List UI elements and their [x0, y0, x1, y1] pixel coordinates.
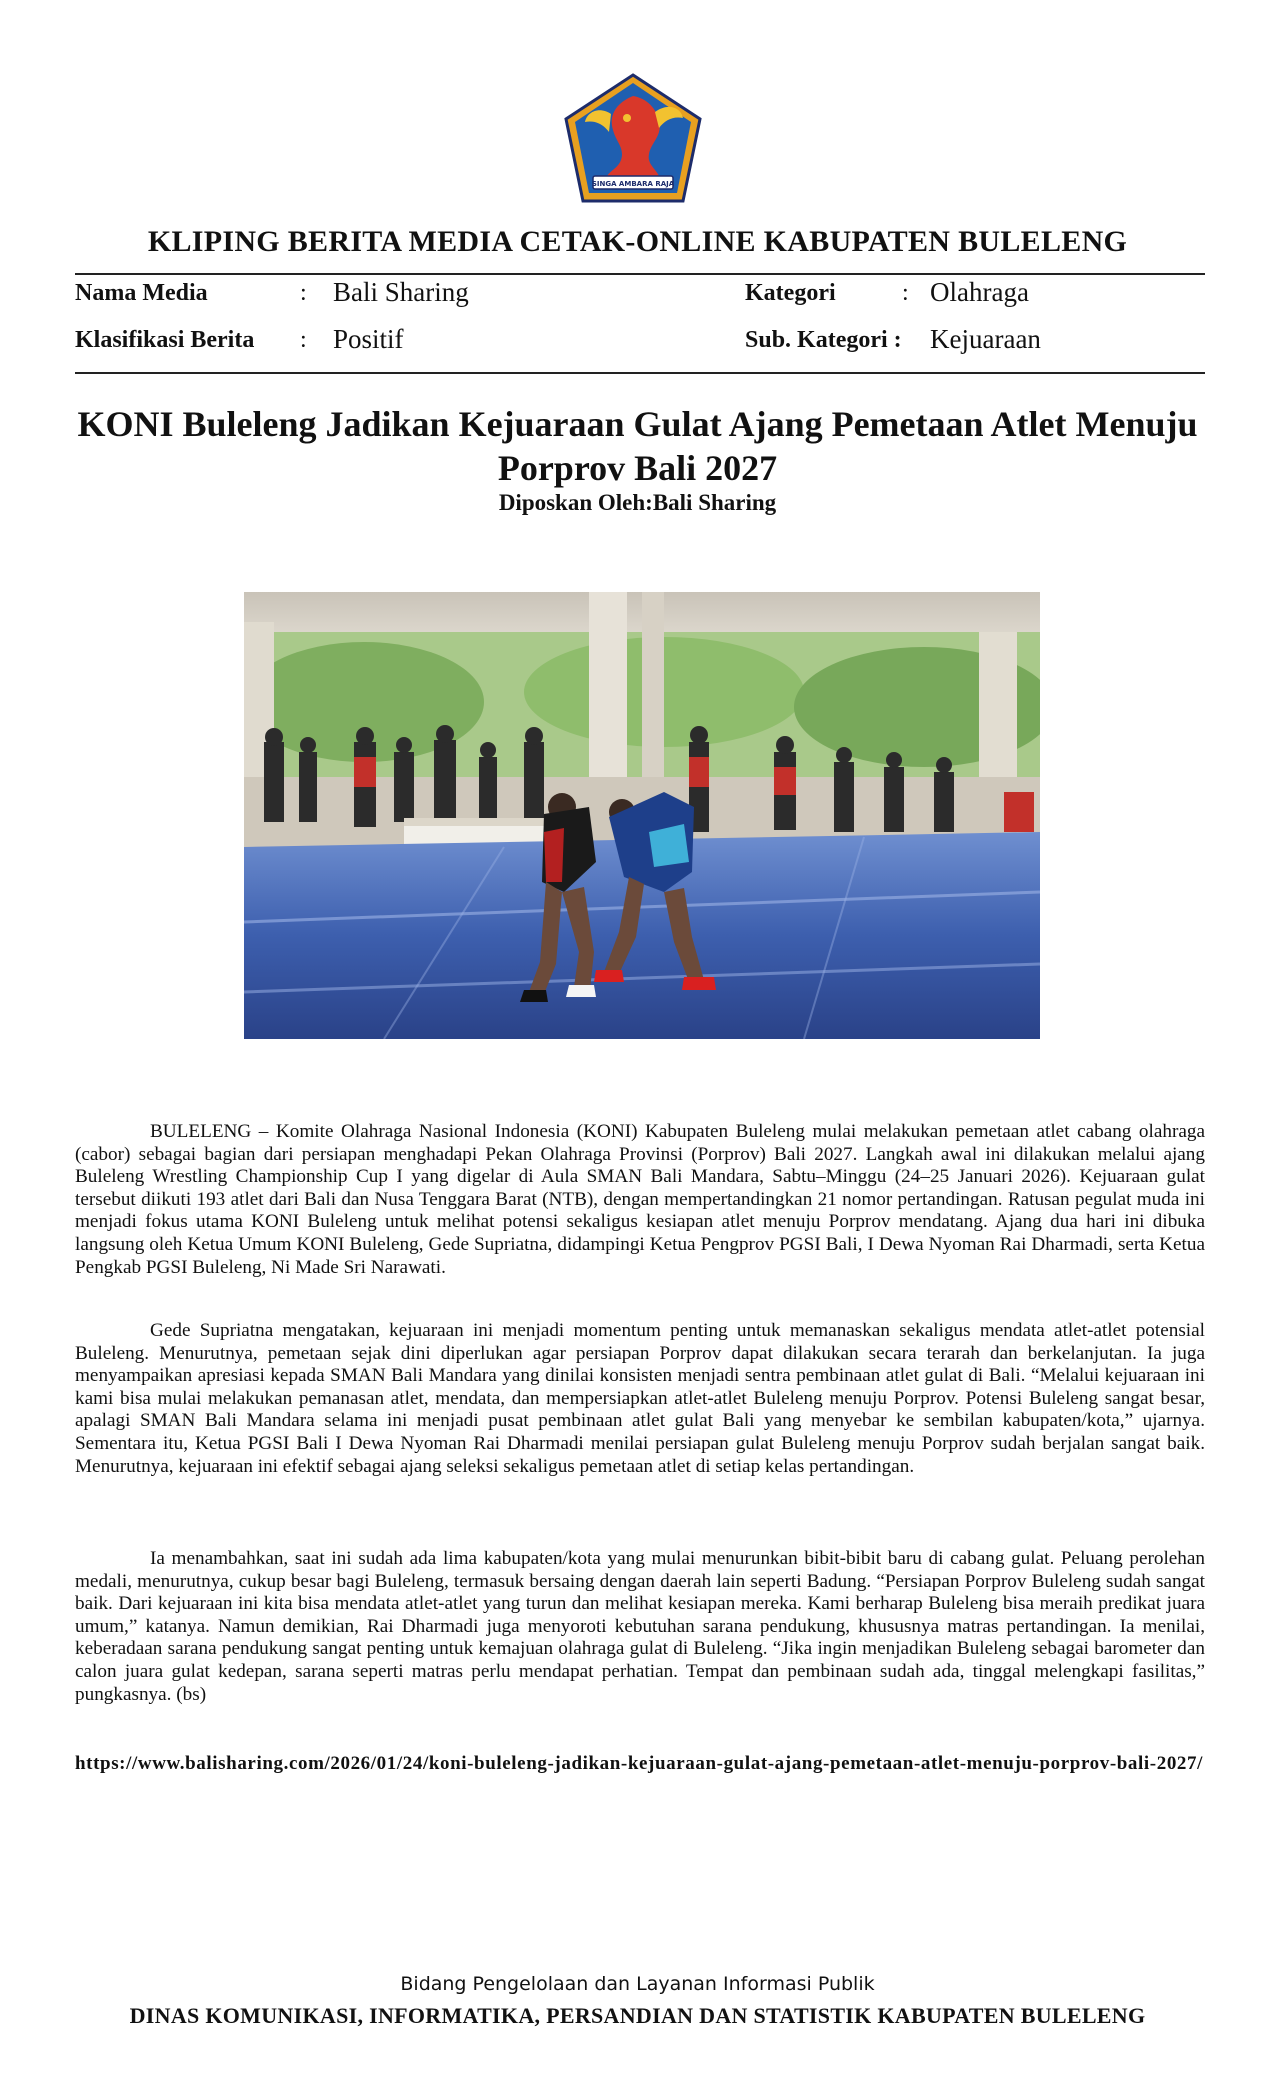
meta-row-media [75, 277, 635, 314]
category-label: Kategori [745, 280, 836, 306]
buleleng-emblem-logo [563, 72, 703, 204]
article-title: KONI Buleleng Jadikan Kejuaraan Gulat Ajang Pemetaan Atlet Menuju Porprov Bali 2027 [77, 404, 1198, 488]
article-photo-wrestling-match [244, 592, 1040, 1039]
meta-row-classification [75, 324, 635, 361]
clipping-header-title: KLIPING BERITA MEDIA CETAK-ONLINE KABUPATEN BULELENG [147, 225, 1128, 258]
subcategory-label: Sub. Kategori : [745, 327, 902, 353]
media-label: Nama Media [75, 280, 208, 306]
logo-motto: SINGA AMBARA RAJA [591, 180, 675, 188]
meta-row-category [745, 277, 1205, 314]
classification-colon: : [300, 327, 307, 353]
subcategory-value: Kejuaraan [930, 324, 1041, 354]
article-paragraph-text: Ia menambahkan, saat ini sudah ada lima kabupaten/kota yang mulai menurunkan bibit-bibit baru di cabang gulat. Peluang perolehan medali, menurutnya, cukup besar bagi Buleleng, termasuk bersaing dengan daerah lain seperti Badung. “Persiapan Porprov Buleleng sudah sangat baik. Dari kejuaraan ini kita bisa mendata atlet-atlet yang turun dan melihat kesiapan mereka. Kami berharap Buleleng bisa meraih predikat juara umum,” katanya. Namun demikian, Rai Dharmadi juga menyoroti kebutuhan sarana pendukung, khususnya matras pertandingan. Ia menilai, keberadaan sarana pendukung sangat penting untuk kemajuan olahraga gulat di Buleleng. “Jika ingin menjadikan Buleleng sebagai barometer dan calon juara gulat kedepan, sarana seperti matras perlu mendapat perhatian. Tempat dan pembinaan sudah ada, tinggal melengkapi fasilitas,” pungkasnya. (bs) [75, 1548, 1205, 1705]
article-paragraph-2 [75, 1320, 1205, 1478]
header-divider-bottom [75, 372, 1205, 374]
meta-row-subcategory [745, 324, 1205, 361]
category-colon: : [902, 280, 909, 306]
header-divider-top [75, 273, 1205, 275]
article-byline: Diposkan Oleh:Bali Sharing [498, 490, 777, 515]
media-value: Bali Sharing [333, 277, 469, 307]
classification-label: Klasifikasi Berita [75, 327, 255, 353]
footer-department: Bidang Pengelolaan dan Layanan Informasi Publik [400, 1973, 875, 1995]
article-paragraph-3 [75, 1548, 1205, 1706]
article-paragraph-text: Gede Supriatna mengatakan, kejuaraan ini menjadi momentum penting untuk memanaskan sekaligus mendata atlet-atlet potensial Buleleng. Menurutnya, pemetaan sejak dini diperlukan agar persiapan Porprov dapat dilakukan secara terarah dan berkelanjutan. Ia juga menyampaikan apresiasi kepada SMAN Bali Mandara yang dinilai konsisten menjadi sentra pembinaan atlet gulat di Bali. “Melalui kejuaraan ini kami bisa mulai melakukan pemanasan atlet, mendata, dan mempersiapkan atlet-atlet Buleleng menuju Porprov. Potensi Buleleng sangat besar, apalagi SMAN Bali Mandara selama ini menjadi pusat pembinaan atlet gulat Bali yang menyebar ke sembilan kabupaten/kota,” ujarnya. Sementara itu, Ketua PGSI Bali I Dewa Nyoman Rai Dharmadi menilai persiapan gulat Buleleng menuju Porprov sudah berjalan sangat baik. Menurutnya, kejuaraan ini efektif sebagai ajang seleksi sekaligus pemetaan atlet di setiap kelas pertandingan. [75, 1320, 1205, 1477]
article-paragraph-text: BULELENG – Komite Olahraga Nasional Indonesia (KONI) Kabupaten Buleleng mulai melakukan pemetaan atlet cabang olahraga (cabor) sebagai bagian dari persiapan menghadapi Pekan Olahraga Provinsi (Porprov) Bali 2027. Langkah awal ini dilakukan melalui ajang Buleleng Wrestling Championship Cup I yang digelar di Aula SMAN Bali Mandara, Sabtu–Minggu (24–25 Januari 2026). Kejuaraan gulat tersebut diikuti 193 atlet dari Bali dan Nusa Tenggara Barat (NTB), dengan mempertandingkan 21 nomor pertandingan. Ratusan pegulat muda ini menjadi fokus utama KONI Buleleng untuk melihat potensi sekaligus kesiapan atlet menuju Porprov mendatang. Ajang dua hari ini dibuka langsung oleh Ketua Umum KONI Buleleng, Gede Supriatna, didampingi Ketua Pengprov PGSI Bali, I Dewa Nyoman Rai Dharmadi, serta Ketua Pengkab PGSI Buleleng, Ni Made Sri Narawati. [75, 1121, 1205, 1278]
media-colon: : [300, 280, 307, 306]
article-source-url[interactable]: https://www.balisharing.com/2026/01/24/koni-buleleng-jadikan-kejuaraan-gulat-ajang-pemetaan-atlet-menuju-porprov-bali-2027/ [75, 1753, 1203, 1774]
article-paragraph-1 [75, 1121, 1205, 1279]
footer-agency: DINAS KOMUNIKASI, INFORMATIKA, PERSANDIAN DAN STATISTIK KABUPATEN BULELENG [129, 2003, 1146, 2028]
classification-value: Positif [333, 324, 404, 354]
category-value: Olahraga [930, 277, 1029, 307]
